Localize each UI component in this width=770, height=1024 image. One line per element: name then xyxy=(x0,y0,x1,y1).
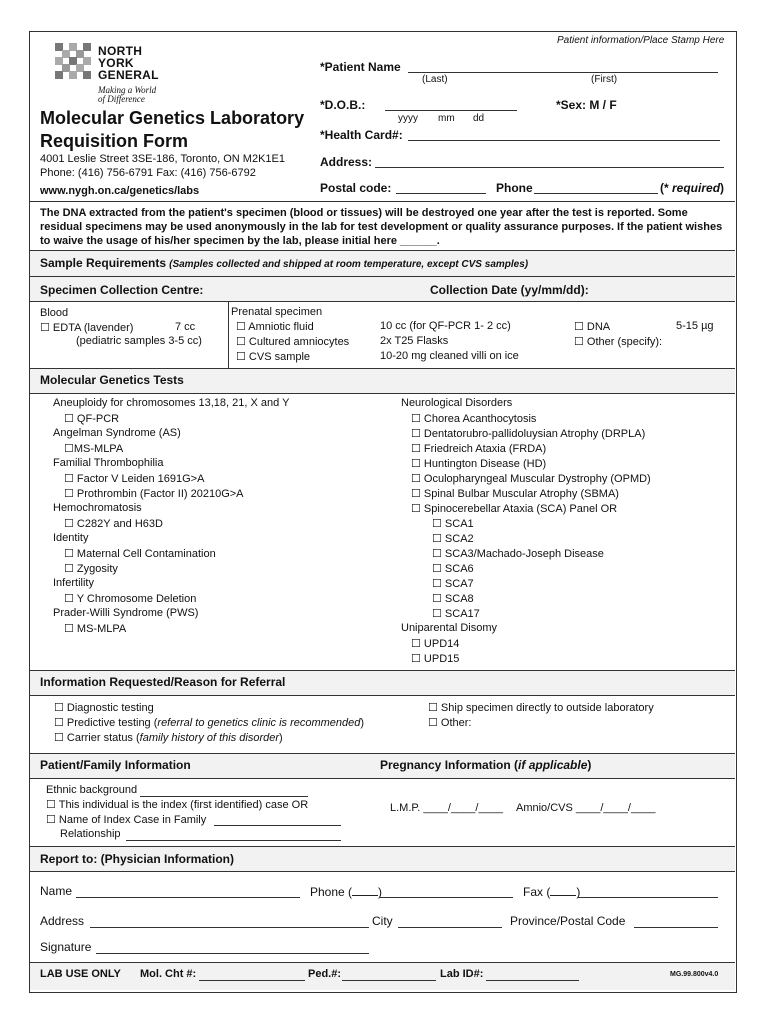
last-name-hint: (Last) xyxy=(422,74,448,85)
ethnic-field[interactable] xyxy=(140,796,308,797)
lab-website[interactable]: www.nygh.on.ca/genetics/labs xyxy=(40,185,200,197)
mol-cht-label: Mol. Cht #: xyxy=(140,968,197,980)
amnio-cvs-field[interactable]: Amnio/CVS ____/____/____ xyxy=(516,802,656,814)
test-checkbox[interactable]: ☐ Chorea Acanthocytosis xyxy=(411,413,537,425)
predictive-note: referral to genetics clinic is recommended xyxy=(157,717,361,729)
org-name-1: NORTH xyxy=(98,44,143,58)
carrier-checkbox[interactable]: ☐ Carrier status (family history of this disorder) xyxy=(54,732,283,744)
divider xyxy=(30,393,735,394)
nygh-logo-icon xyxy=(55,43,91,79)
sex-field[interactable]: *Sex: M / F xyxy=(556,98,617,112)
signature-field[interactable] xyxy=(96,953,369,954)
index-name-field[interactable] xyxy=(214,825,341,826)
retention-notice: The DNA extracted from the patient's specimen (blood or tissues) will be destroyed one year after the test is reported. Some residual specimens may be used anonymously in the lab for test development or quality assurance purposes. If the patient wishes to waive the usage of his/her specimen by the lab, please initial here ______. xyxy=(40,207,723,247)
carrier-note: family history of this disorder xyxy=(139,732,280,744)
lmp-field[interactable]: L.M.P. ____/____/____ xyxy=(390,802,503,814)
org-name-3: GENERAL xyxy=(98,68,159,82)
test-group-label: Aneuploidy for chromosomes 13,18, 21, X and Y xyxy=(53,397,290,409)
predictive-checkbox[interactable]: ☐ Predictive testing (referral to genetics clinic is recommended) xyxy=(54,717,365,729)
mol-cht-field[interactable] xyxy=(199,980,305,981)
divider xyxy=(30,778,735,779)
lab-id-field[interactable] xyxy=(486,980,579,981)
test-checkbox[interactable]: ☐MS-MLPA xyxy=(64,443,124,455)
ship-checkbox[interactable]: ☐ Ship specimen directly to outside laboratory xyxy=(428,702,654,714)
tests-title: Molecular Genetics Tests xyxy=(40,373,184,387)
test-group-label: Uniparental Disomy xyxy=(401,622,497,634)
health-card-label: *Health Card#: xyxy=(320,128,403,142)
test-checkbox[interactable]: ☐ C282Y and H63D xyxy=(64,518,163,530)
test-checkbox[interactable]: ☐ Dentatorubro-pallidoluysian Atrophy (DRPLA) xyxy=(411,428,646,440)
blood-label: Blood xyxy=(40,307,69,319)
dob-yyyy: yyyy xyxy=(398,113,418,124)
sample-req-title: Sample Requirements xyxy=(40,256,167,270)
physician-fax-field[interactable] xyxy=(578,897,718,898)
ethnic-label: Ethnic background xyxy=(46,784,138,796)
physician-name-field[interactable] xyxy=(76,897,300,898)
test-checkbox[interactable]: ☐ Huntington Disease (HD) xyxy=(411,458,547,470)
pregnancy-title-label: Pregnancy Information ( xyxy=(380,758,519,772)
index-checkbox[interactable]: ☐ This individual is the index (first identified) case OR xyxy=(46,799,309,811)
org-tagline-1: Making a World xyxy=(98,85,157,95)
test-checkbox[interactable]: ☐ Factor V Leiden 1691G>A xyxy=(64,473,205,485)
pregnancy-title: Pregnancy Information (if applicable) xyxy=(380,758,592,772)
physician-name-label: Name xyxy=(40,884,73,898)
test-checkbox[interactable]: ☐ Friedreich Ataxia (FRDA) xyxy=(411,443,547,455)
patient-name-label: *Patient Name xyxy=(320,60,401,74)
test-checkbox[interactable]: ☐ MS-MLPA xyxy=(64,623,127,635)
health-card-field[interactable] xyxy=(408,140,720,141)
physician-title: Report to: (Physician Information) xyxy=(40,852,235,866)
physician-address-field[interactable] xyxy=(90,927,369,928)
test-group-label: Infertility xyxy=(53,577,94,589)
divider xyxy=(30,301,735,302)
cvs-checkbox[interactable]: ☐ CVS sample xyxy=(236,351,311,363)
test-checkbox[interactable]: ☐ Prothrombin (Factor II) 20210G>A xyxy=(64,488,244,500)
relationship-field[interactable] xyxy=(126,840,341,841)
diagnostic-checkbox[interactable]: ☐ Diagnostic testing xyxy=(54,702,154,714)
divider xyxy=(30,250,735,251)
physician-province-field[interactable] xyxy=(634,927,718,928)
physician-city-label: City xyxy=(372,914,393,928)
test-group-label: Angelman Syndrome (AS) xyxy=(53,427,181,439)
index-name-checkbox[interactable]: ☐ Name of Index Case in Family xyxy=(46,814,207,826)
family-title: Patient/Family Information xyxy=(40,758,191,772)
postal-label: Postal code: xyxy=(320,181,392,195)
sample-req-header xyxy=(40,256,528,270)
test-checkbox[interactable]: ☐ Spinal Bulbar Muscular Atrophy (SBMA) xyxy=(411,488,619,500)
patient-name-field[interactable] xyxy=(408,72,718,73)
physician-province-label: Province/Postal Code xyxy=(510,914,626,928)
amniocytes-checkbox[interactable]: ☐ Cultured amniocytes xyxy=(236,336,350,348)
divider xyxy=(30,201,735,202)
divider xyxy=(30,695,735,696)
edta-checkbox[interactable]: ☐ EDTA (lavender) xyxy=(40,322,134,334)
lab-id-label: Lab ID#: xyxy=(440,968,484,980)
test-checkbox[interactable]: ☐ UPD14 xyxy=(411,638,460,650)
phone-label: Phone xyxy=(496,181,533,195)
amniotic-checkbox[interactable]: ☐ Amniotic fluid xyxy=(236,321,314,333)
physician-address-label: Address xyxy=(40,914,85,928)
predictive-label: ☐ Predictive testing ( xyxy=(54,717,158,729)
amniocytes-amount: 2x T25 Flasks xyxy=(380,335,449,347)
test-group-label: Prader-Willi Syndrome (PWS) xyxy=(53,607,199,619)
ped-field[interactable] xyxy=(342,980,436,981)
relationship-label: Relationship xyxy=(60,828,121,840)
test-checkbox[interactable]: ☐ SCA7 xyxy=(432,578,474,590)
physician-fax-text: Fax ( xyxy=(523,885,551,899)
lab-use-label: LAB USE ONLY xyxy=(40,968,121,980)
address-label: Address: xyxy=(320,155,373,169)
test-checkbox[interactable]: ☐ UPD15 xyxy=(411,653,460,665)
phone-field[interactable] xyxy=(534,193,658,194)
stamp-note: Patient information/Place Stamp Here xyxy=(557,35,725,46)
dob-mm: mm xyxy=(438,113,455,124)
dob-label: *D.O.B.: xyxy=(320,98,366,112)
test-checkbox[interactable]: ☐ Spinocerebellar Ataxia (SCA) Panel OR xyxy=(411,503,618,515)
divider xyxy=(30,871,735,872)
pediatric-note: (pediatric samples 3-5 cc) xyxy=(76,335,202,347)
test-checkbox[interactable]: ☐ QF-PCR xyxy=(64,413,120,425)
ped-label: Ped.#: xyxy=(308,968,342,980)
test-checkbox[interactable]: ☐ Zygosity xyxy=(64,563,118,575)
test-group-label: Hemochromatosis xyxy=(53,502,142,514)
required-note: (* required) xyxy=(660,181,725,195)
dna-checkbox[interactable]: ☐ DNA xyxy=(574,321,611,333)
test-checkbox[interactable]: ☐ SCA17 xyxy=(432,608,480,620)
physician-city-field[interactable] xyxy=(398,927,502,928)
other-referral-checkbox[interactable]: ☐ Other: xyxy=(428,717,472,729)
pregnancy-title-note: if applicable xyxy=(518,758,588,772)
test-checkbox[interactable]: ☐ SCA1 xyxy=(432,518,474,530)
test-checkbox[interactable]: ☐ SCA6 xyxy=(432,563,474,575)
test-group-label: Familial Thrombophilia xyxy=(53,457,164,469)
dob-dd: dd xyxy=(473,113,485,124)
collection-centre-label: Specimen Collection Centre: xyxy=(40,283,204,297)
address-field[interactable] xyxy=(375,167,724,168)
test-group-label: Neurological Disorders xyxy=(401,397,513,409)
physician-fax-label: Fax ( ) xyxy=(523,885,581,899)
first-name-hint: (First) xyxy=(591,74,618,85)
amniotic-amount: 10 cc (for QF-PCR 1- 2 cc) xyxy=(380,320,511,332)
sample-req-note: (Samples collected and shipped at room temperature, except CVS samples) xyxy=(169,259,529,270)
referral-title: Information Requested/Reason for Referral xyxy=(40,675,286,689)
lab-phone-fax: Phone: (416) 756-6791 Fax: (416) 756-6792 xyxy=(40,167,256,179)
dna-amount: 5-15 µg xyxy=(676,320,714,332)
carrier-label: ☐ Carrier status ( xyxy=(54,732,140,744)
test-checkbox[interactable]: ☐ Y Chromosome Deletion xyxy=(64,593,197,605)
test-checkbox[interactable]: ☐ SCA3/Machado-Joseph Disease xyxy=(432,548,604,560)
lab-address: 4001 Leslie Street 3SE-186, Toronto, ON M2K1E1 xyxy=(40,153,285,165)
test-checkbox[interactable]: ☐ Maternal Cell Contamination xyxy=(64,548,216,560)
physician-phone-label: Phone ( ) xyxy=(310,885,383,899)
dob-field[interactable] xyxy=(385,110,517,111)
edta-amount: 7 cc xyxy=(175,321,196,333)
form-title-2: Requisition Form xyxy=(40,131,188,151)
form-code: MG.99.800v4.0 xyxy=(670,971,719,978)
test-checkbox[interactable]: ☐ Oculopharyngeal Muscular Dystrophy (OPMD) xyxy=(411,473,651,485)
other-specimen-checkbox[interactable]: ☐ Other (specify): xyxy=(574,336,663,348)
lab-use-band xyxy=(30,963,735,990)
physician-phone-field[interactable] xyxy=(380,897,513,898)
org-name-2: YORK xyxy=(98,56,134,70)
collection-date-label: Collection Date (yy/mm/dd): xyxy=(430,283,589,297)
form-title-1: Molecular Genetics Laboratory xyxy=(40,108,305,128)
divider xyxy=(228,301,229,369)
test-checkbox[interactable]: ☐ SCA2 xyxy=(432,533,474,545)
test-checkbox[interactable]: ☐ SCA8 xyxy=(432,593,474,605)
cvs-amount: 10-20 mg cleaned villi on ice xyxy=(380,350,519,362)
postal-field[interactable] xyxy=(396,193,486,194)
test-group-label: Identity xyxy=(53,532,89,544)
org-tagline-2: of Difference xyxy=(98,94,145,104)
prenatal-label: Prenatal specimen xyxy=(231,306,323,318)
signature-label: Signature xyxy=(40,940,92,954)
physician-phone-text: Phone ( xyxy=(310,885,353,899)
